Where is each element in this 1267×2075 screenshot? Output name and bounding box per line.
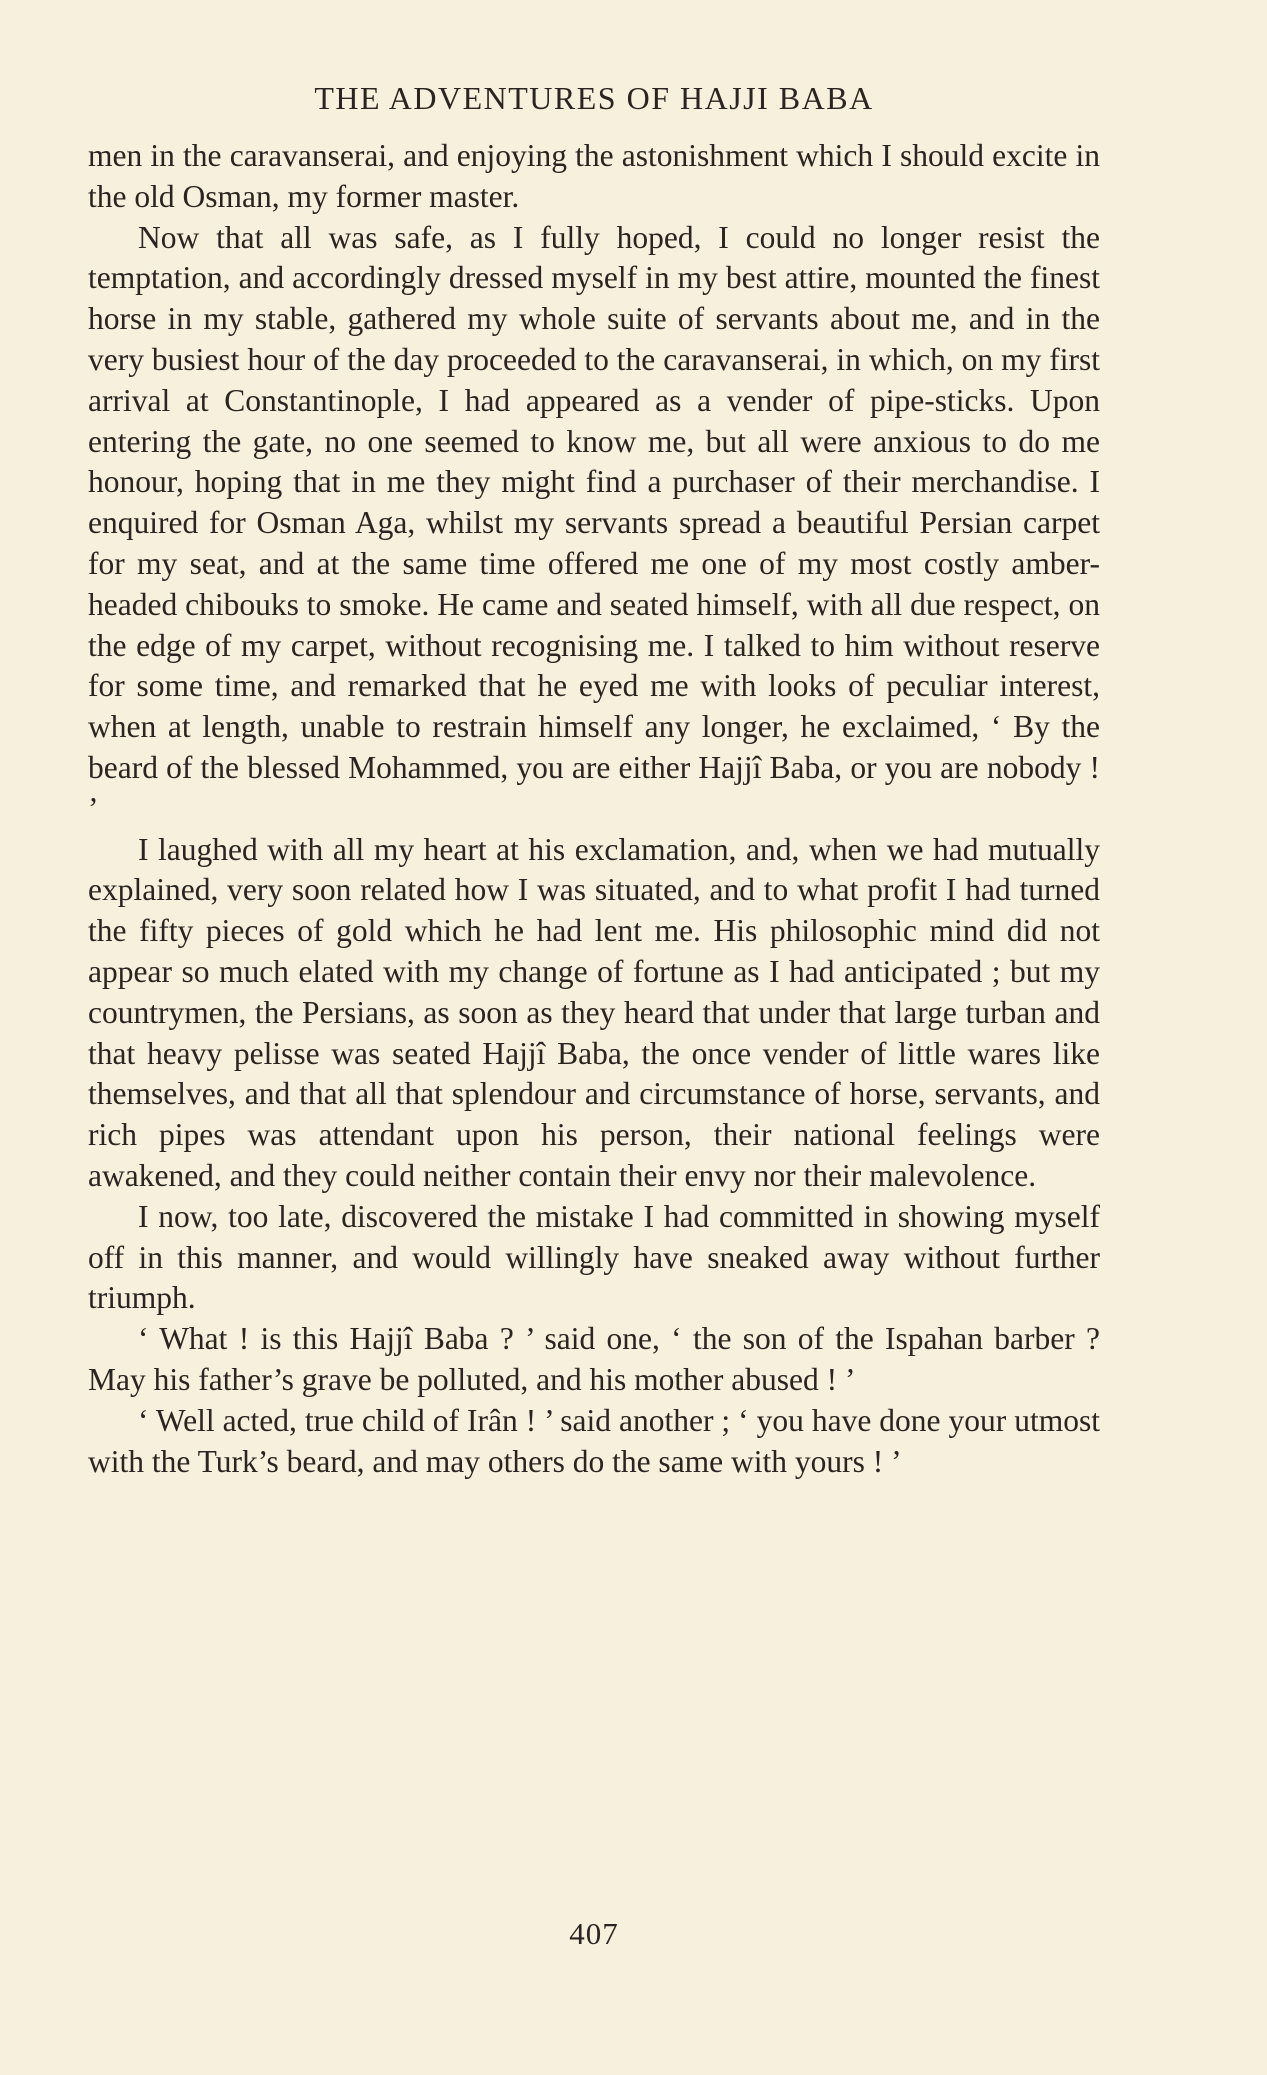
page-number: 407 [569, 1916, 619, 1951]
paragraph: ‘ What ! is this Hajjî Baba ? ’ said one, ‘ the son of the Ispahan barber ? May his father’s grave be polluted, and his mother abused ! ’ [88, 1321, 1100, 1397]
book-page [88, 78, 1100, 1951]
paragraph: ‘ Well acted, true child of Irân ! ’ said another ; ‘ you have done your utmost with the Turk’s beard, and may others do the same with yours ! ’ [88, 1402, 1100, 1479]
paragraph: I laughed with all my heart at his exclamation, and, when we had mutually explained, very soon related how I was situated, and to what profit I had turned the fifty pieces of gold which he had lent me. His philosophic mind did not appear so much elated with my change of fortune as I had anticipated ; but my countrymen, the Persians, as soon as they heard that under that large turban and that heavy pelisse was seated Hajjî Baba, the once vender of little wares like themselves, and that all that splendour and circumstance of horse, servants, and rich pipes was attendant upon his person, their national feelings were awakened, and they could neither contain their envy nor their malevolence. [88, 831, 1100, 1193]
running-head: THE ADVENTURES OF HAJJI BABA [314, 80, 874, 116]
paragraph: Now that all was safe, as I fully hoped, I could no longer resist the temptation, and accordingly dressed myself in my best attire, mounted the finest horse in my stable, gathered my whole suite of servants about me, and in the very busiest hour of the day proceeded to the caravanserai, in which, on my first arrival at Constantinople, I had appeared as a vender of pipe-sticks. Upon entering the gate, no one seemed to know me, but all were anxious to do me honour, hoping that in me they might find a purchaser of their merchandise. I enquired for Osman Aga, whilst my servants spread a beautiful Persian carpet for my seat, and at the same time offered me one of my most costly amber-headed chibouks to smoke. He came and seated himself, with all due respect, on the edge of my carpet, without recognising me. I talked to him without reserve for some time, and remarked that he eyed me with looks of peculiar interest, when at length, unable to restrain himself any longer, he exclaimed, ‘ By the beard of the blessed Mohammed, you are either Hajjî Baba, or you are nobody ! ’ [88, 219, 1100, 826]
body-text [88, 136, 1100, 1482]
paragraph: I now, too late, discovered the mistake I had committed in showing myself off in this manner, and would willingly have sneaked away without further triumph. [88, 1198, 1100, 1316]
paragraph-continued: men in the caravanserai, and enjoying the astonishment which I should excite in the old Osman, my former master. [88, 138, 1100, 214]
